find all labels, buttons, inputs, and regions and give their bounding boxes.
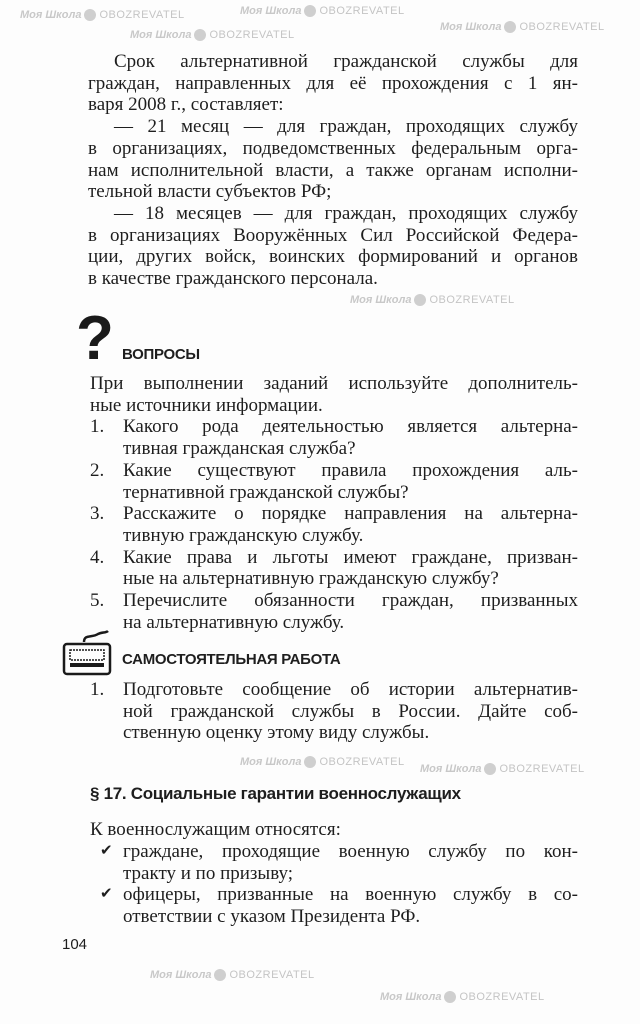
watermark — [150, 968, 315, 982]
watermark — [420, 762, 585, 776]
text-line: — 18 месяцев — для граждан, проходящих службу — [114, 202, 578, 224]
watermark-brand: Моя Школа — [240, 756, 302, 768]
watermark-brand: Моя Школа — [240, 5, 302, 17]
watermark-partner: OBOZREVATEL — [229, 969, 315, 981]
text-line: Подготовьте сообщение об истории альтернатив- — [123, 679, 578, 700]
list-item — [90, 884, 578, 927]
item-number: 5. — [90, 590, 105, 612]
watermark-logo-icon — [504, 21, 516, 33]
item-number: 2. — [90, 459, 105, 481]
watermark-brand: Моя Школа — [380, 991, 442, 1003]
watermark-partner: OBOZREVATEL — [319, 5, 405, 17]
text-line: Какие существуют правила прохождения аль- — [123, 459, 578, 481]
text-line: в организациях, подведомственных федеральным орга- — [88, 137, 578, 159]
watermark-partner: OBOZREVATEL — [99, 9, 185, 21]
text-line: тивную гражданскую службу. — [123, 524, 364, 546]
watermark-logo-icon — [304, 5, 316, 17]
item-number: 4. — [90, 546, 105, 568]
text-line: Расскажите о порядке направления на альтерна- — [123, 503, 578, 525]
text-line: нам исполнительной власти, а также органам исполни- — [88, 159, 578, 181]
text-line: тельной власти субъектов РФ; — [88, 181, 332, 203]
page-number: 104 — [62, 936, 88, 953]
questions-heading: ВОПРОСЫ — [122, 346, 200, 363]
watermark-partner: OBOZREVATEL — [429, 294, 515, 306]
section-bullets — [90, 841, 578, 928]
watermark — [380, 990, 545, 1004]
list-item — [90, 547, 578, 590]
text-line: тивная гражданская служба? — [123, 438, 356, 460]
watermark-brand: Моя Школа — [130, 29, 192, 41]
watermark-partner: OBOZREVATEL — [519, 21, 605, 33]
list-item — [90, 590, 578, 633]
watermark — [240, 4, 405, 18]
watermark-logo-icon — [414, 294, 426, 306]
watermark — [130, 28, 295, 42]
watermark-logo-icon — [84, 9, 96, 21]
check-icon: ✔ — [100, 843, 113, 859]
watermark-logo-icon — [194, 29, 206, 41]
text-line: ответствии с указом Президента РФ. — [123, 906, 421, 928]
text-line: граждане, проходящие военную службу по кон- — [123, 841, 578, 862]
watermark — [350, 293, 515, 307]
watermark-brand: Моя Школа — [350, 294, 412, 306]
watermark-logo-icon — [444, 991, 456, 1003]
watermark-logo-icon — [304, 756, 316, 768]
list-item — [90, 416, 578, 459]
watermark — [440, 20, 605, 34]
watermark — [20, 8, 185, 22]
text-line: ные источники информации. — [90, 394, 323, 416]
check-icon: ✔ — [100, 886, 113, 903]
list-item — [90, 503, 578, 546]
watermark-brand: Моя Школа — [420, 763, 482, 775]
self-work-list — [90, 679, 578, 744]
item-number: 1. — [90, 679, 105, 700]
questions-list — [90, 373, 578, 633]
text-line: При выполнении заданий используйте дополнитель- — [90, 373, 578, 394]
text-line: — 21 месяц — для граждан, проходящих службу — [114, 116, 578, 138]
text-line: в организациях Вооружённых Сил Российской Федера- — [88, 224, 578, 246]
list-item — [90, 460, 578, 503]
section-title: § 17. Социальные гарантии военнослужащих — [90, 784, 461, 803]
item-number: 3. — [90, 503, 105, 525]
text-line: тернативной гражданской службы? — [123, 481, 409, 503]
watermark-brand: Моя Школа — [440, 21, 502, 33]
text-line: в качестве гражданского персонала. — [88, 268, 378, 290]
text-line: ные на альтернативную гражданскую службу? — [123, 568, 499, 590]
text-line: Какого рода деятельностью является альтерна- — [123, 416, 578, 438]
watermark-logo-icon — [484, 763, 496, 775]
item-number: 1. — [90, 416, 105, 438]
watermark — [240, 755, 405, 769]
list-item — [90, 841, 578, 884]
watermark-logo-icon — [214, 969, 226, 981]
list-item — [90, 679, 578, 744]
self-work-heading: САМОСТОЯТЕЛЬНАЯ РАБОТА — [122, 651, 341, 668]
keyboard-icon — [62, 630, 114, 683]
text-line: варя 2008 г., составляет: — [88, 94, 284, 116]
text-line: тракту и по призыву; — [123, 862, 294, 884]
watermark-partner: OBOZREVATEL — [499, 763, 585, 775]
text-line: офицеры, призванные на военную службу в со- — [123, 884, 578, 906]
text-line: ственную оценку этому виду службы. — [123, 722, 430, 744]
text-line: на альтернативную службу. — [123, 611, 345, 633]
text-line: ной гражданской службы в России. Дайте соб- — [123, 700, 578, 722]
watermark-partner: OBOZREVATEL — [319, 756, 405, 768]
intro-paragraphs — [88, 51, 578, 290]
watermark-brand: Моя Школа — [20, 9, 82, 21]
text-line: ции, других войск, воинских формирований и органов — [88, 246, 578, 268]
watermark-partner: OBOZREVATEL — [459, 991, 545, 1003]
section-intro: К военнослужащим относятся: — [90, 819, 341, 840]
text-line: Перечислите обязанности граждан, призванных — [123, 590, 578, 612]
watermark-partner: OBOZREVATEL — [209, 29, 295, 41]
watermark-brand: Моя Школа — [150, 969, 212, 981]
text-line: граждан, направленных для её прохождения с 1 ян- — [88, 72, 578, 94]
question-icon: ? — [76, 304, 114, 373]
text-line: Какие права и льготы имеют граждане, призван- — [123, 546, 578, 568]
text-line: Срок альтернативной гражданской службы для — [114, 51, 578, 72]
